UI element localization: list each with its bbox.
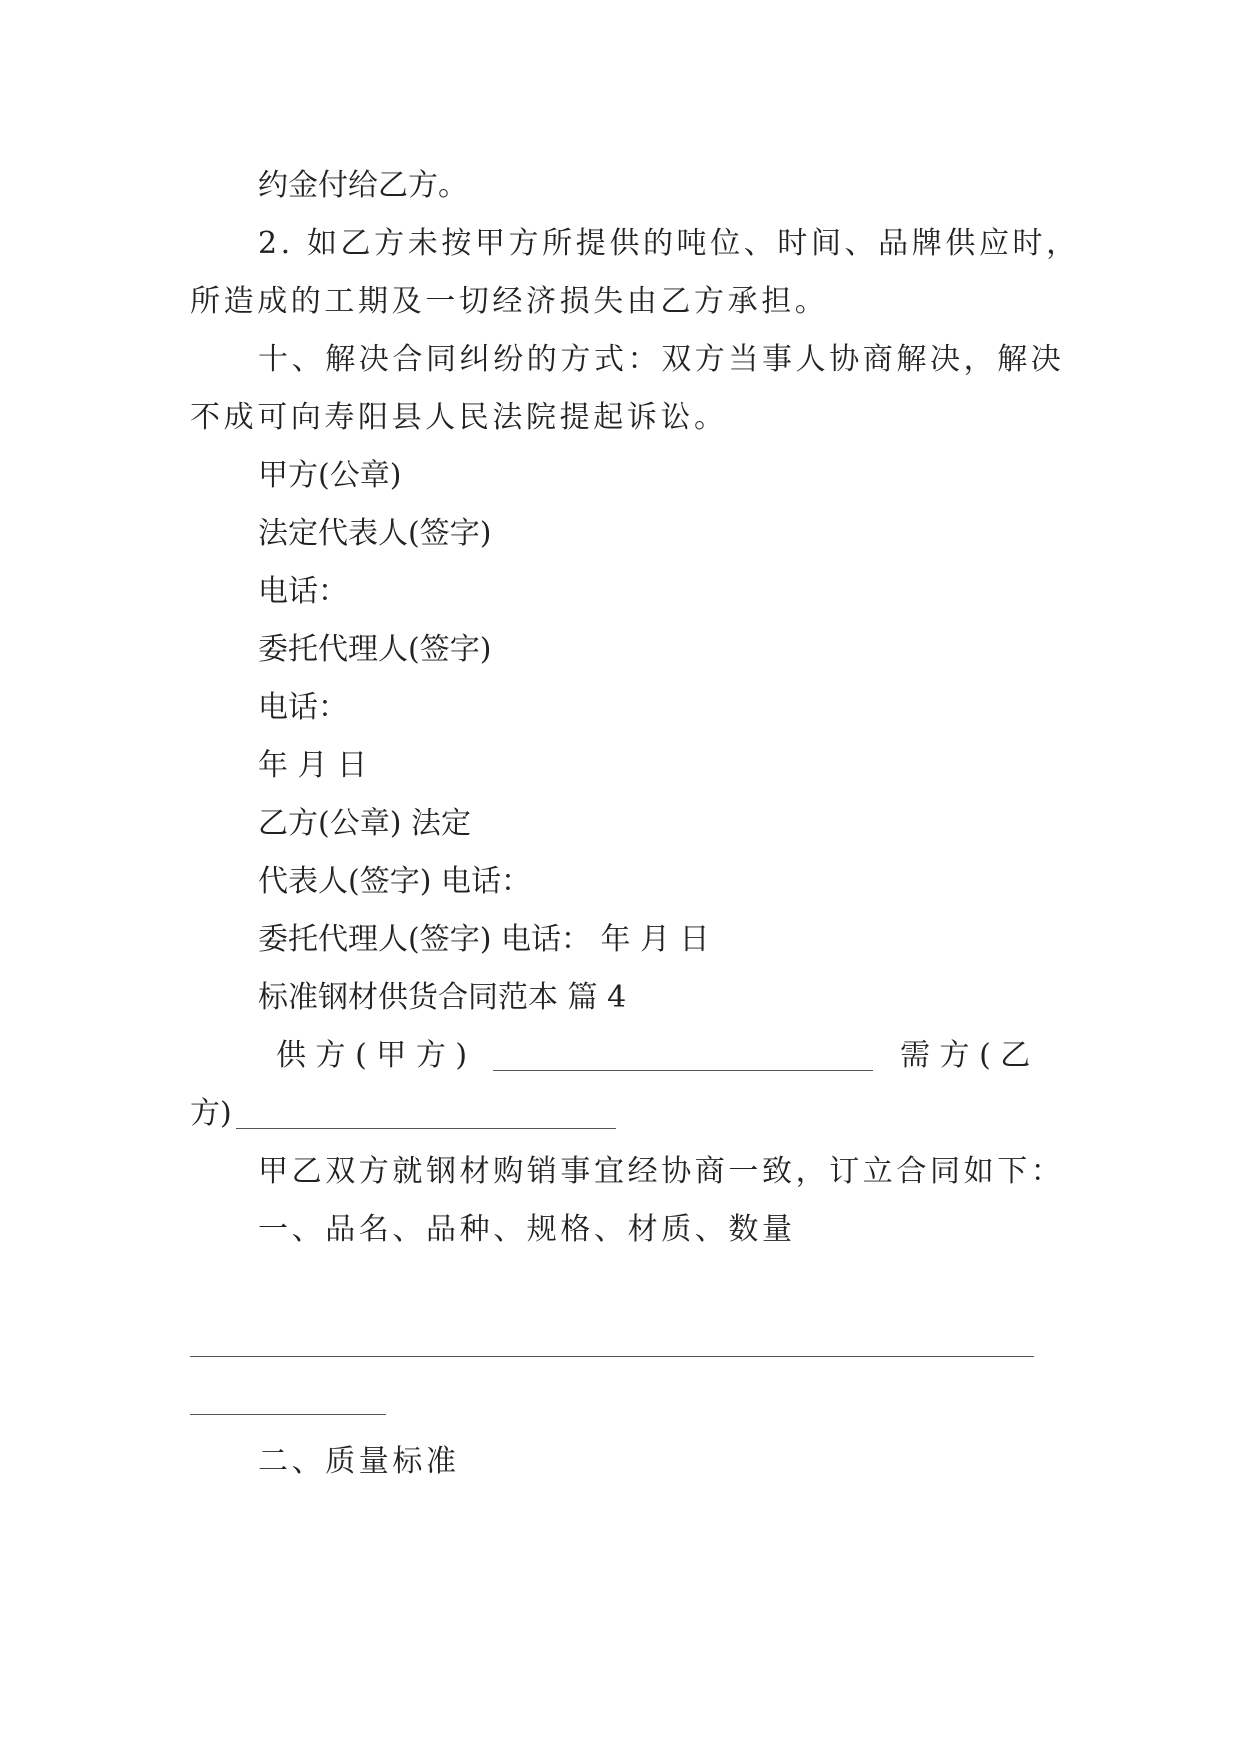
intro-line: 甲乙双方就钢材购销事宜经协商一致，订立合同如下： [258,1154,1065,1189]
paragraph-line: 十、解决合同纠纷的方式：双方当事人协商解决，解决 [258,342,1065,377]
paragraph-line: 约金付给乙方。 [258,168,468,203]
party-b-agent-line: 委托代理人(签字) 电话： 年 月 日 [258,922,710,957]
buyer-label: 需 方 ( 乙 [900,1038,1031,1073]
party-a-phone-line: 电话： [258,574,348,609]
paragraph-line: 不成可向寿阳县人民法院提起诉讼。 [190,400,728,435]
buyer-label-continued: 方) [190,1096,232,1131]
section-2-heading: 二、质量标准 [258,1444,460,1479]
buyer-blank [236,1128,616,1129]
blank-rule-short [190,1414,386,1415]
party-a-date-line: 年 月 日 [258,748,368,783]
party-a-rep-line: 法定代表人(签字) [258,516,492,551]
supplier-blank [493,1070,873,1071]
paragraph-line: 所造成的工期及一切经济损失由乙方承担。 [190,284,829,319]
party-a-agent-phone-line: 电话： [258,690,348,725]
section-heading: 标准钢材供货合同范本 篇 4 [258,980,627,1015]
supplier-label: 供 方 ( 甲 方 ) [276,1038,468,1073]
blank-rule [190,1356,1034,1357]
paragraph-line: 2. 如乙方未按甲方所提供的吨位、时间、品牌供应时， [258,226,1080,261]
party-a-seal-line: 甲方(公章) [258,458,402,493]
party-b-seal-line: 乙方(公章) 法定 [258,806,471,841]
section-1-heading: 一、品名、品种、规格、材质、数量 [258,1212,796,1247]
party-a-agent-line: 委托代理人(签字) [258,632,492,667]
party-b-rep-line: 代表人(签字) 电话： [258,864,531,899]
